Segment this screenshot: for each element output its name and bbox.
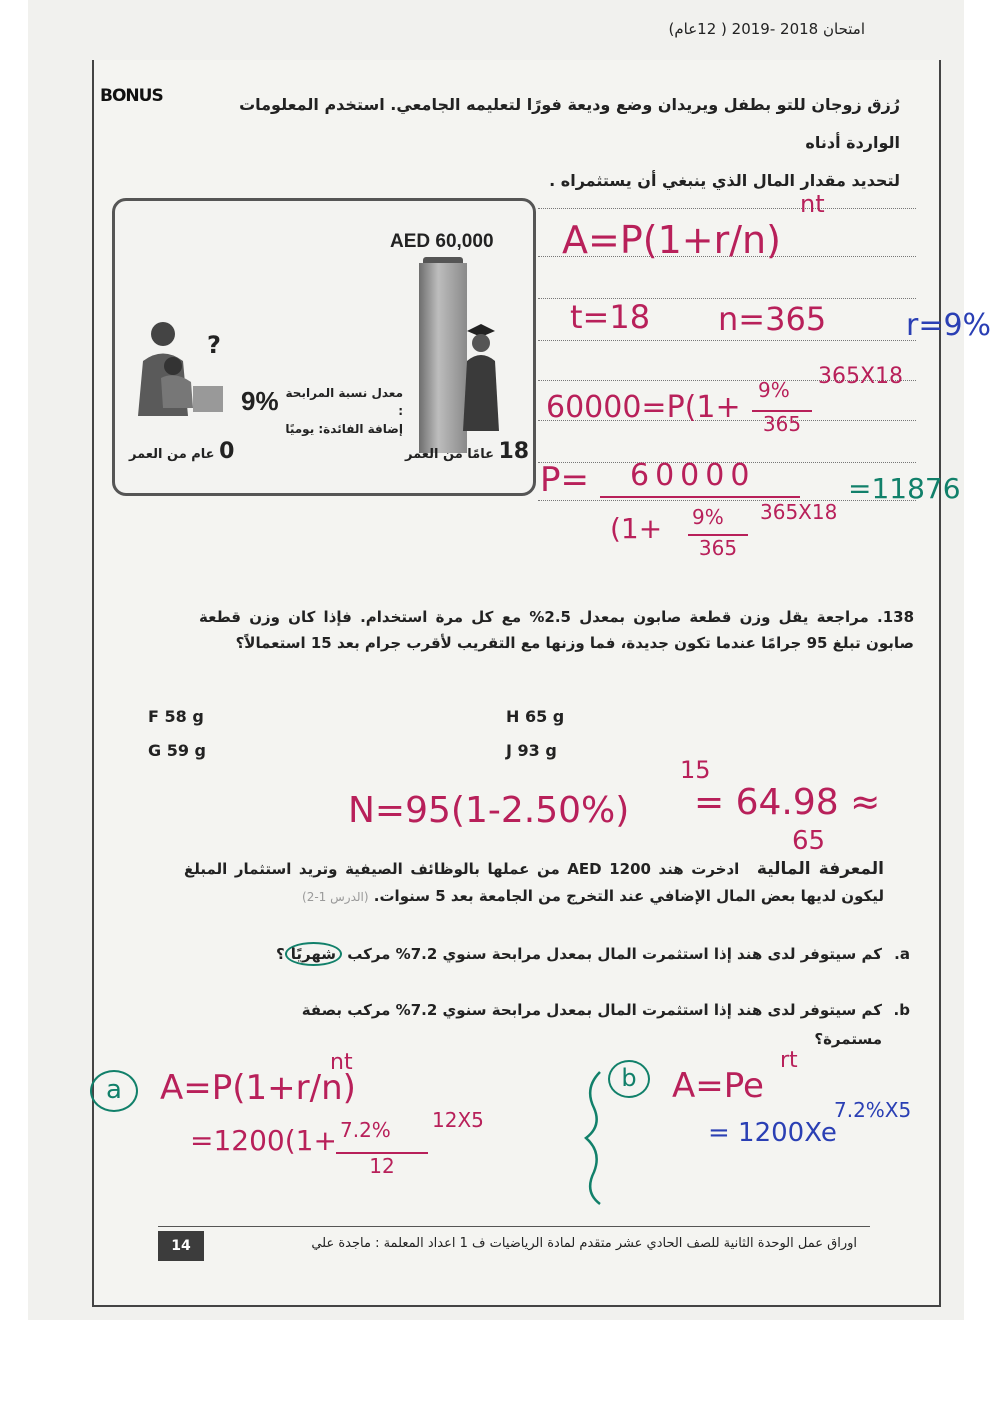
option-f (148, 707, 204, 726)
part-a-letter: a. (894, 945, 910, 963)
hw-q138-exponent: 15 (680, 756, 711, 784)
hw-a-formula: A=P(1+r/n) (160, 1068, 356, 1108)
part-b (242, 996, 910, 1054)
hw-p-result: =11876 (848, 472, 961, 505)
age-start-text: عام من العمر (129, 447, 215, 462)
part-a-text: كم سيتوفر لدى هند إذا استثمرت المال بمعدل مرابحة سنوي 7.2% مركب (347, 945, 882, 963)
hw-circled-b: b (608, 1060, 650, 1098)
part-b-text: كم سيتوفر لدى هند إذا استثمرت المال بمعدل مرابحة سنوي 7.2% مركب بصفة مستمرة؟ (301, 1001, 882, 1048)
exam-grade: ( 12عام) (668, 20, 727, 38)
financial-heading: المعرفة المالية (756, 859, 885, 879)
graduate-image (461, 321, 501, 431)
option-f-letter: F (148, 707, 159, 726)
option-j-value: 93 g (517, 741, 557, 760)
hw-given-r: r=9% (906, 308, 992, 343)
option-h-value: 65 g (524, 707, 565, 726)
hw-b-formula-exp: rt (780, 1048, 798, 1073)
age-end (405, 439, 529, 464)
question-138: 138. مراجعة يقل وزن قطعة صابون بمعدل 2.5% مع كل مرة استخدام. فإذا كان وزن قطعة صابون تبلغ 95 جرامًا عندما تكون جديدة، فما وزنها مع التقريب لأقرب جرام بعد 15 استعمالاً؟ (199, 608, 915, 652)
money-pillar-image (419, 263, 467, 453)
hw-eq-exponent: 365X18 (818, 364, 904, 389)
rate-label-1: معدل نسبة المرابحة : (285, 386, 403, 418)
age-start (129, 439, 234, 464)
hw-q138-result: = 64.98 ≈ (694, 782, 881, 823)
hw-p-denominator: (1+ (610, 512, 663, 545)
bonus-question (220, 86, 900, 200)
answer-line (538, 340, 916, 341)
interest-rate-value: 9% (241, 386, 279, 416)
hw-circled-a: a (90, 1070, 138, 1112)
financial-literacy-question (184, 856, 884, 911)
age-end-number: 18 (498, 439, 530, 464)
target-amount: AED 60,000 (390, 231, 494, 252)
hw-given-n: n=365 (718, 300, 827, 338)
hw-compound-formula-exp: nt (800, 190, 825, 218)
hw-a-exponent: 12X5 (432, 1108, 484, 1132)
question-mark: ? (207, 331, 221, 359)
option-h-letter: H (506, 707, 520, 726)
hw-b-exponent: 7.2%X5 (834, 1098, 912, 1122)
hw-a-frac-den: 12 (336, 1152, 428, 1178)
hw-p-label: P= (540, 460, 589, 500)
option-h (506, 707, 564, 726)
option-j-letter: J (506, 741, 512, 760)
financial-text: ادخرت هند AED 1200 من عملها بالوظائف الصيفية وتريد استثمار المبلغ ليكون لديها بعض المال الإضافي عند التخرج من الجامعة بعد 5 سنوات. (184, 860, 884, 905)
bonus-tag: BONUS (100, 86, 163, 106)
hw-a-substitution: =1200(1+ (190, 1124, 337, 1157)
rate-label-2: إضافة الفائدة: يوميًا (285, 422, 403, 436)
hw-brace (580, 1068, 608, 1208)
investment-figure (112, 198, 536, 496)
footer-text: اوراق عمل الوحدة الثانية للصف الحادي عشر متقدم لمادة الرياضيات ف 1 اعداد المعلمة : ماجدة علي (311, 1236, 857, 1251)
hw-a-formula-exp: nt (330, 1050, 353, 1075)
part-a-circled-word: شهريًا (285, 942, 342, 966)
hw-b-substitution: = 1200Xe (708, 1118, 837, 1148)
hw-p-den-exponent: 365X18 (760, 500, 838, 524)
hw-p-fraction-bar (600, 496, 800, 498)
option-g (148, 741, 206, 760)
hw-eq-frac-num: 9% (758, 378, 790, 402)
hw-eq-frac-den: 365 (752, 410, 812, 436)
exam-header (600, 20, 865, 38)
bonus-text-line1: رُزق زوجان للتو بطفل ويريدان وضع وديعة فورًا لتعليمه الجامعي. استخدم المعلومات الواردة أدناه (239, 95, 900, 152)
hw-p-numerator: 60000 (630, 458, 756, 493)
option-g-letter: G (148, 741, 162, 760)
hw-p-den-frac-den: 365 (688, 534, 748, 560)
hw-given-t: t=18 (570, 298, 651, 336)
exam-years: 2018 -2019 (731, 20, 819, 38)
hw-a-frac-num: 7.2% (340, 1118, 391, 1142)
part-b-letter: b. (893, 1001, 910, 1019)
exam-label: امتحان (823, 20, 865, 38)
hw-equation: 60000=P(1+ (546, 390, 741, 425)
age-start-number: 0 (219, 439, 235, 464)
interest-rate-label (283, 384, 403, 438)
age-end-text: عامًا من العمر (405, 447, 494, 462)
hw-compound-formula: A=P(1+r/n) (562, 218, 781, 262)
answer-line (538, 208, 916, 209)
hw-q138-equation: N=95(1-2.50%) (348, 790, 630, 831)
part-a-end: ؟ (276, 945, 285, 963)
hw-b-formula: A=Pe (672, 1066, 764, 1106)
page-number: 14 (158, 1231, 204, 1261)
bonus-text-line2: لتحديد مقدار المال الذي ينبغي أن يستثمراه . (549, 171, 900, 190)
option-f-value: 58 g (164, 707, 204, 726)
footer-divider (158, 1226, 870, 1227)
lesson-reference: (الدرس 1-2) (302, 890, 369, 904)
hw-p-den-frac-num: 9% (692, 505, 724, 529)
hw-q138-rounded: 65 (792, 826, 826, 856)
part-a (242, 940, 910, 969)
option-g-value: 59 g (166, 741, 207, 760)
option-j (506, 741, 557, 760)
